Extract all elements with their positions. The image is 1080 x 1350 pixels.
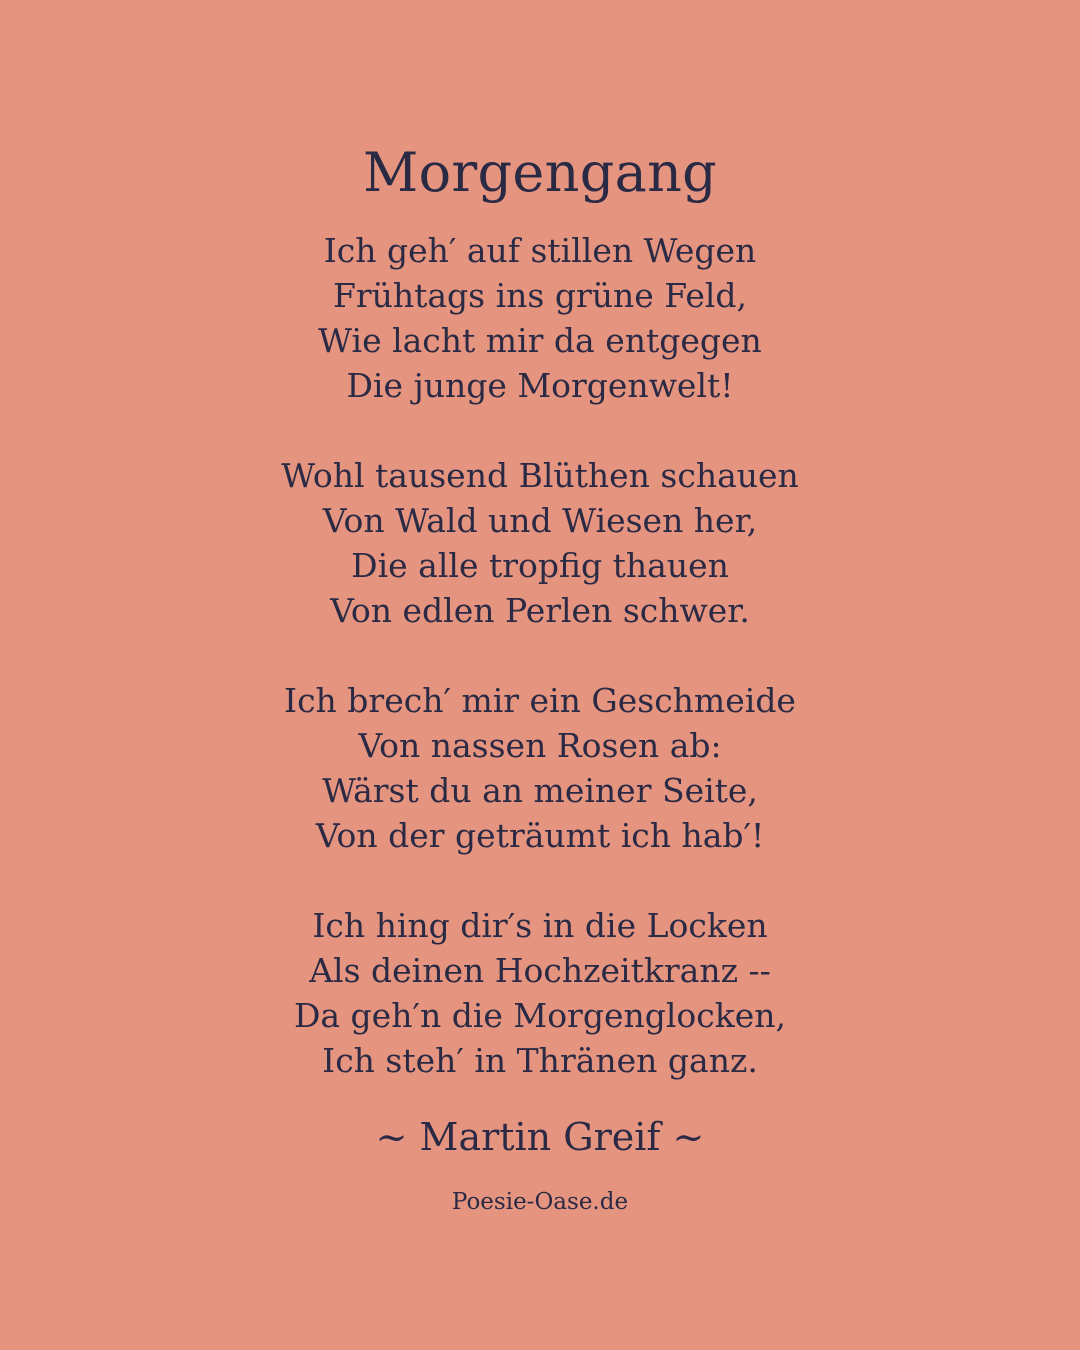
- poem-line: Als deinen Hochzeitkranz --: [309, 951, 771, 990]
- poem-line: Frühtags ins grüne Feld,: [332, 276, 748, 315]
- poem-body: [0, 228, 1080, 1128]
- stanza-2: [0, 453, 1080, 633]
- poem-line: Ich hing dir′s in die Locken: [312, 906, 768, 945]
- site-credit: Poesie-Oase.de: [451, 1189, 629, 1215]
- poem-line: Wärst du an meiner Seite,: [322, 771, 758, 810]
- poem-line: Von der geträumt ich hab′!: [315, 816, 765, 855]
- poem-line: Ich brech′ mir ein Geschmeide: [284, 681, 796, 720]
- poem-line: Von edlen Perlen schwer.: [330, 591, 750, 630]
- poem-line: Von nassen Rosen ab:: [358, 726, 722, 765]
- poem-line: Ich geh′ auf stillen Wegen: [323, 231, 757, 270]
- stanza-3: [0, 678, 1080, 858]
- stanza-1: [0, 228, 1080, 408]
- poem-line: Wohl tausend Blüthen schauen: [281, 456, 799, 495]
- poem-title: Morgengang: [362, 141, 718, 204]
- poem-line: Die alle tropfig thauen: [351, 546, 729, 585]
- poem-line: Da geh′n die Morgenglocken,: [293, 996, 787, 1035]
- stanza-4: [0, 903, 1080, 1083]
- poem-line: Von Wald und Wiesen her,: [322, 501, 758, 540]
- poem-line: Ich steh′ in Thränen ganz.: [322, 1041, 758, 1080]
- poem-author: ~ Martin Greif ~: [375, 1115, 705, 1159]
- poem-line: Wie lacht mir da entgegen: [318, 321, 762, 360]
- poem-line: Die junge Morgenwelt!: [346, 366, 734, 405]
